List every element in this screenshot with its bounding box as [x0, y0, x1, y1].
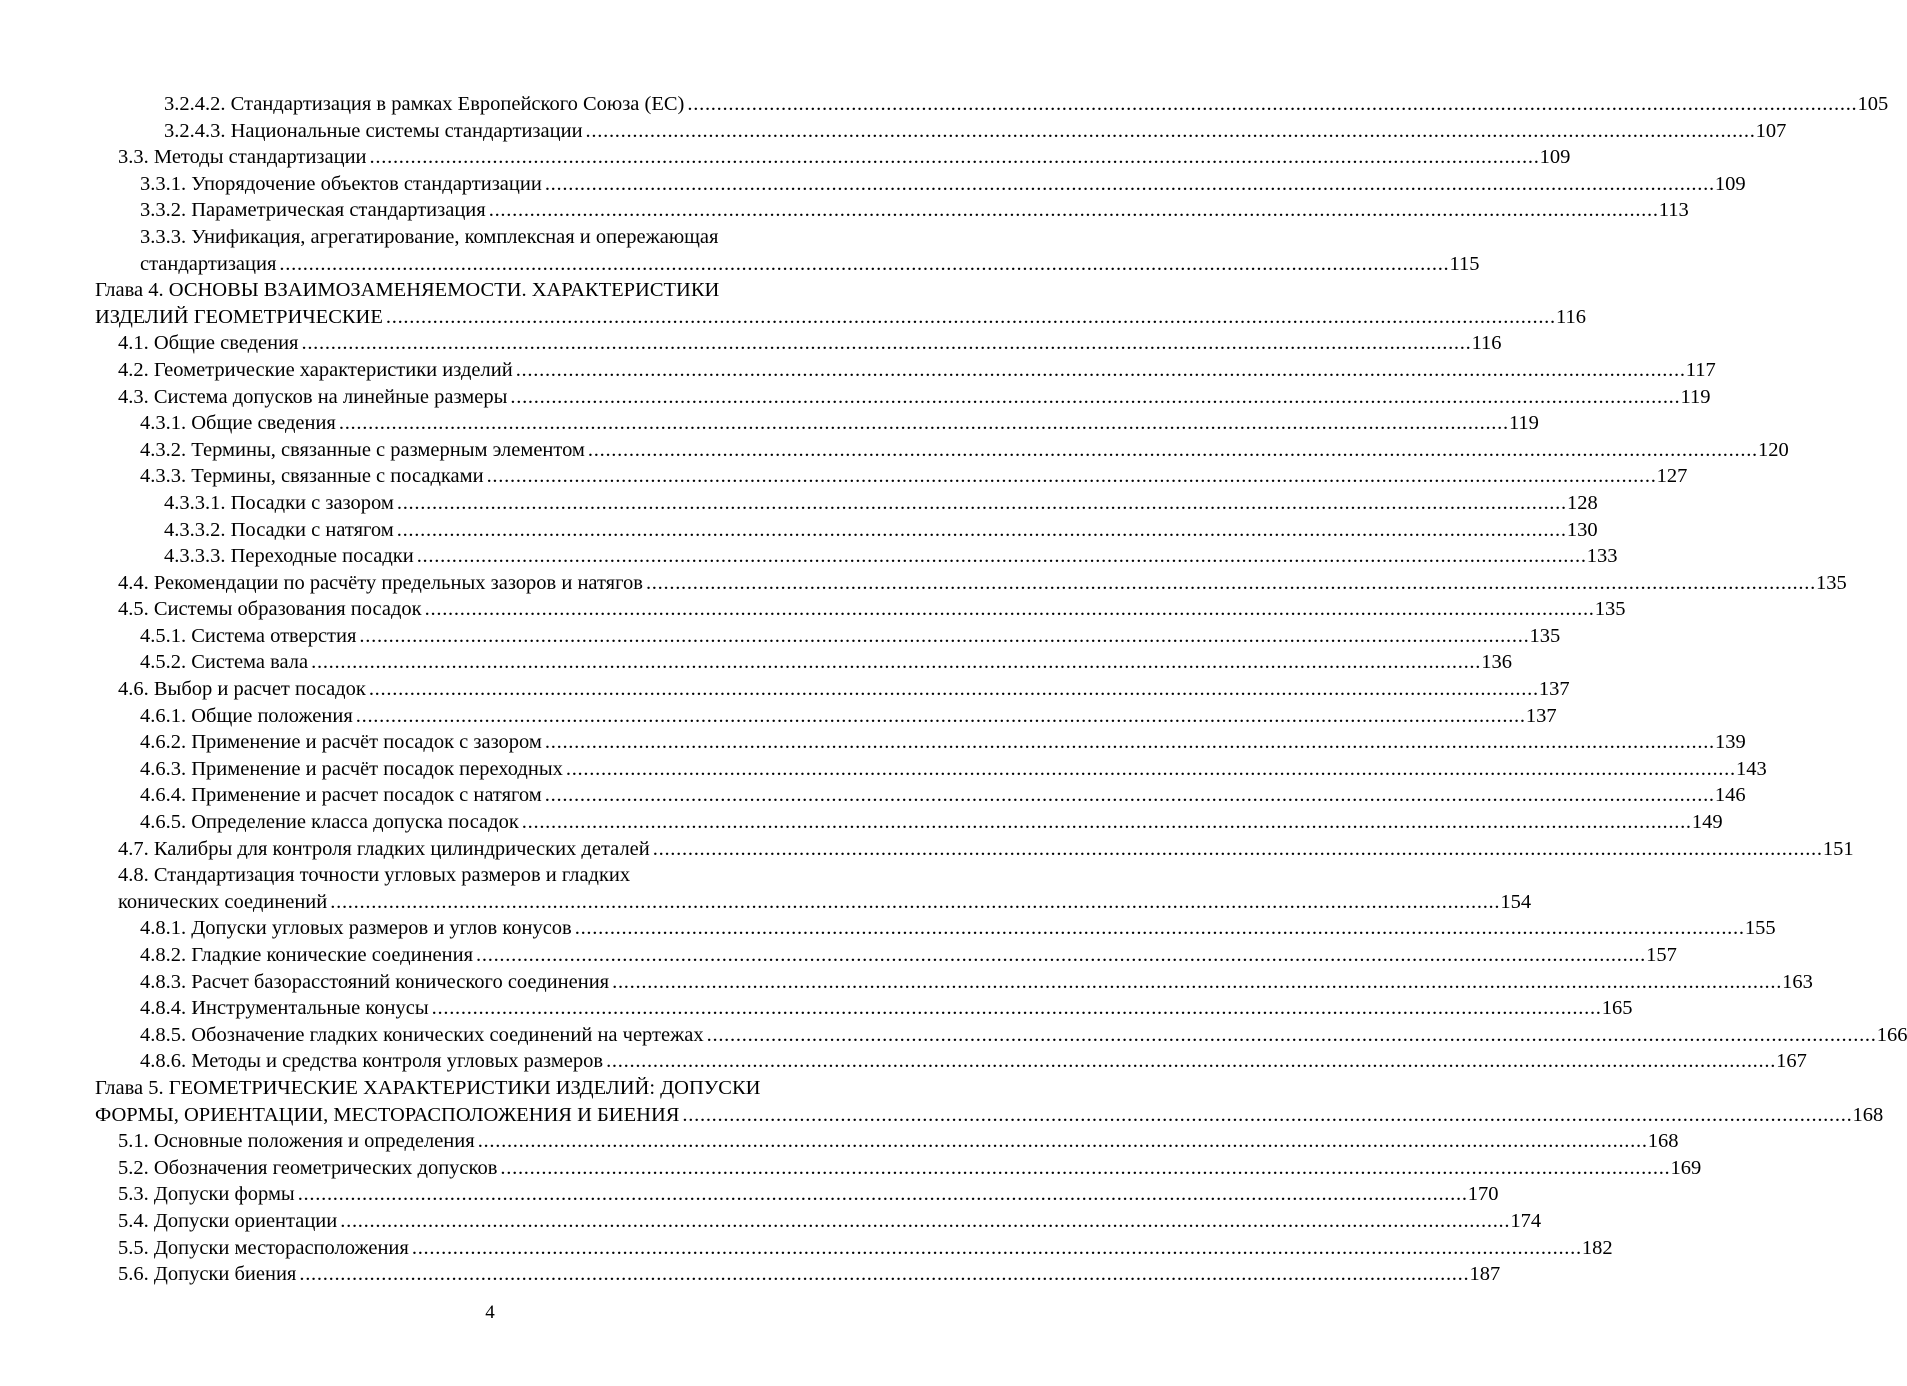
toc-page-number: 166 — [1876, 1023, 1907, 1046]
toc-entry[interactable] — [95, 1128, 1679, 1155]
toc-entry-title: 4.5.2. Система вала — [140, 651, 309, 674]
toc-page-number: 133 — [1586, 545, 1618, 568]
toc-dot-leader — [397, 490, 1564, 517]
toc-entry[interactable] — [95, 384, 1711, 411]
toc-page-number: 128 — [1566, 491, 1598, 514]
toc-dot-leader — [298, 1181, 1465, 1208]
toc-page-number: 157 — [1646, 944, 1677, 966]
toc-entry[interactable] — [95, 676, 1570, 703]
toc-page-number: 109 — [1539, 146, 1571, 169]
toc-entry-title: 4.3.3.2. Посадки с натягом — [164, 518, 394, 541]
toc-entry-title: 4.3.3.3. Переходные посадки — [164, 545, 414, 568]
toc-dot-leader — [489, 197, 1656, 224]
toc-page-number: 115 — [1449, 252, 1480, 275]
toc-dot-leader — [516, 357, 1683, 384]
toc-page-number: 119 — [1680, 385, 1711, 408]
toc-entry[interactable] — [95, 437, 1789, 464]
toc-dot-leader — [299, 1261, 1466, 1288]
toc-entry[interactable] — [95, 490, 1598, 517]
toc-entry-title: 4.6. Выбор и расчет посадок — [118, 678, 366, 701]
toc-entry[interactable] — [95, 1155, 1702, 1182]
toc-page-number: 105 — [1857, 93, 1889, 115]
toc-entry-title: 3.3. Методы стандартизации — [118, 146, 367, 169]
toc-page-number: 168 — [1852, 1103, 1884, 1126]
toc-dot-leader — [301, 330, 1468, 357]
toc-page-number: 168 — [1647, 1130, 1679, 1153]
toc-entry[interactable] — [95, 1181, 1499, 1208]
toc-entry-first-line — [95, 862, 886, 889]
toc-entry[interactable] — [95, 144, 1571, 171]
toc-entry-title: стандартизация — [140, 252, 277, 275]
toc-entry[interactable] — [95, 304, 1586, 331]
toc-entry-title: 4.6.4. Применение и расчет посадок с натягом — [140, 784, 542, 807]
toc-entry-title: 5.6. Допуски биения — [118, 1263, 297, 1286]
toc-dot-leader — [566, 756, 1733, 783]
toc-dot-leader — [545, 171, 1712, 198]
toc-page-number: 137 — [1538, 678, 1570, 701]
toc-dot-leader — [707, 1022, 1874, 1049]
toc-entry[interactable] — [95, 570, 1847, 597]
toc-entry-title: 3.2.4.2. Стандартизация в рамках Европейского Союза (ЕС) — [164, 93, 685, 115]
toc-page-number: 139 — [1714, 731, 1746, 754]
toc-entry-title: 5.2. Обозначения геометрических допусков — [118, 1156, 498, 1179]
toc-dot-leader — [646, 570, 1813, 597]
toc-entry-title: 4.4. Рекомендации по расчёту предельных зазоров и натягов — [118, 571, 643, 594]
toc-entry[interactable] — [95, 1102, 1884, 1129]
toc-entry-title: 5.3. Допуски формы — [118, 1183, 295, 1206]
toc-entry-title: ФОРМЫ, ОРИЕНТАЦИИ, МЕСТОРАСПОЛОЖЕНИЯ И БИЕНИЯ — [95, 1103, 680, 1126]
toc-dot-leader — [476, 942, 1643, 969]
toc-page-number: 135 — [1816, 571, 1847, 594]
toc-dot-leader — [653, 836, 1820, 863]
toc-dot-leader — [575, 915, 1742, 942]
toc-dot-leader — [522, 809, 1689, 836]
toc-dot-leader — [359, 623, 1526, 650]
toc-dot-leader — [412, 1235, 1579, 1262]
toc-dot-leader — [612, 969, 1779, 996]
toc-page-number: 167 — [1776, 1050, 1807, 1073]
toc-entry[interactable] — [95, 782, 1746, 809]
toc-entry[interactable] — [95, 623, 1561, 650]
toc-page-number: 146 — [1714, 784, 1746, 807]
toc-entry-first-line — [95, 277, 886, 304]
toc-page-number: 135 — [1529, 624, 1561, 647]
toc-entry[interactable] — [95, 915, 1776, 942]
toc-dot-leader — [279, 251, 1446, 278]
toc-dot-leader — [606, 1048, 1773, 1075]
toc-dot-leader — [386, 304, 1553, 331]
toc-entry-title: 3.3.3. Унификация, агрегатирование, комплексная и опережающая — [140, 225, 719, 248]
toc-page-number: 182 — [1581, 1236, 1613, 1259]
toc-entry-title: 5.1. Основные положения и определения — [118, 1130, 475, 1153]
toc-page-number: 119 — [1508, 412, 1539, 435]
toc-page-number: 149 — [1691, 811, 1723, 834]
toc-entry-title: 4.6.1. Общие положения — [140, 704, 353, 727]
toc-dot-leader — [687, 91, 1854, 118]
toc-entry[interactable] — [95, 756, 1767, 783]
toc-entry-title: 4.3.2. Термины, связанные с размерным элементом — [140, 438, 585, 461]
toc-entry-title: Глава 4. ОСНОВЫ ВЗАИМОЗАМЕНЯЕМОСТИ. ХАРАКТЕРИСТИКИ — [95, 279, 720, 302]
page-number: 4 — [485, 1302, 495, 1323]
toc-entry[interactable] — [95, 995, 1633, 1022]
toc-dot-leader — [370, 144, 1537, 171]
toc-entry[interactable] — [95, 463, 1688, 490]
toc-entry-first-line — [95, 224, 886, 251]
toc-page-number: 155 — [1744, 917, 1776, 940]
toc-entry-title: ИЗДЕЛИЙ ГЕОМЕТРИЧЕСКИЕ — [95, 305, 383, 328]
toc-entry[interactable] — [95, 1235, 1613, 1262]
toc-dot-leader — [432, 995, 1599, 1022]
toc-entry[interactable] — [95, 836, 1854, 863]
toc-entry-title: 3.3.2. Параметрическая стандартизация — [140, 199, 486, 222]
toc-entry-title: 3.3.1. Упорядочение объектов стандартизации — [140, 172, 542, 195]
table-of-contents — [95, 91, 1907, 1288]
toc-entry-title: 4.6.5. Определение класса допуска посадок — [140, 811, 519, 834]
toc-entry-title: 4.8. Стандартизация точности угловых размеров и гладких — [118, 864, 631, 887]
toc-entry[interactable] — [95, 118, 1787, 145]
toc-dot-leader — [339, 410, 1506, 437]
toc-entry[interactable] — [95, 251, 1480, 278]
toc-entry-title: 4.6.3. Применение и расчёт посадок переходных — [140, 757, 563, 780]
toc-page-number: 174 — [1510, 1209, 1542, 1232]
toc-dot-leader — [510, 384, 1677, 411]
toc-page-number: 170 — [1467, 1183, 1499, 1206]
toc-entry-title: 4.1. Общие сведения — [118, 332, 299, 355]
toc-entry-title: 4.3. Система допусков на линейные размеры — [118, 385, 508, 408]
toc-entry-title: 4.7. Калибры для контроля гладких цилиндрических деталей — [118, 837, 650, 860]
toc-entry[interactable] — [95, 91, 1889, 118]
toc-entry-title: 3.2.4.3. Национальные системы стандартизации — [164, 119, 583, 142]
toc-page-number: 169 — [1670, 1156, 1702, 1179]
toc-dot-leader — [369, 676, 1536, 703]
toc-entry[interactable] — [95, 1208, 1542, 1235]
toc-entry[interactable] — [95, 197, 1689, 224]
toc-entry-title: 4.3.1. Общие сведения — [140, 412, 336, 435]
toc-entry[interactable] — [95, 543, 1618, 570]
toc-entry-title: 4.5. Системы образования посадок — [118, 598, 422, 621]
toc-entry[interactable] — [95, 969, 1813, 996]
toc-entry-title: 5.5. Допуски месторасположения — [118, 1236, 409, 1259]
toc-entry[interactable] — [95, 649, 1512, 676]
toc-entry-title: конических соединений — [118, 890, 328, 913]
toc-entry[interactable] — [95, 729, 1746, 756]
toc-dot-leader — [417, 543, 1584, 570]
toc-dot-leader — [425, 596, 1592, 623]
toc-entry[interactable] — [95, 942, 1677, 969]
toc-page-number: 127 — [1656, 465, 1688, 488]
toc-entry[interactable] — [95, 809, 1723, 836]
toc-entry[interactable] — [95, 330, 1502, 357]
toc-entry[interactable] — [95, 171, 1746, 198]
toc-entry[interactable] — [95, 517, 1598, 544]
toc-page-number: 120 — [1757, 438, 1789, 461]
toc-page-number: 135 — [1594, 598, 1626, 621]
toc-page-number: 130 — [1566, 518, 1598, 541]
toc-page-number: 107 — [1755, 119, 1787, 142]
toc-entry[interactable] — [95, 1261, 1501, 1288]
toc-entry[interactable] — [95, 357, 1716, 384]
toc-page-number: 163 — [1782, 970, 1813, 993]
toc-entry[interactable] — [95, 410, 1539, 437]
toc-page-number: 165 — [1601, 997, 1633, 1020]
toc-page-number: 137 — [1525, 704, 1557, 727]
toc-page-number: 187 — [1469, 1263, 1501, 1286]
toc-dot-leader — [356, 703, 1523, 730]
toc-dot-leader — [397, 517, 1564, 544]
toc-entry-title: 4.8.5. Обозначение гладких конических соединений на чертежах — [140, 1023, 704, 1046]
toc-entry-title: 4.5.1. Система отверстия — [140, 624, 357, 647]
toc-entry-title: 4.8.2. Гладкие конические соединения — [140, 944, 474, 966]
toc-entry-first-line — [95, 1075, 886, 1102]
toc-dot-leader — [487, 463, 1654, 490]
toc-entry[interactable] — [95, 703, 1557, 730]
toc-entry[interactable] — [95, 1022, 1907, 1049]
toc-entry-title: 4.8.1. Допуски угловых размеров и углов конусов — [140, 917, 572, 940]
toc-dot-leader — [586, 118, 1753, 145]
toc-page-number: 117 — [1685, 358, 1716, 381]
toc-dot-leader — [311, 649, 1478, 676]
toc-entry[interactable] — [95, 596, 1626, 623]
toc-dot-leader — [682, 1102, 1849, 1129]
toc-entry-title: Глава 5. ГЕОМЕТРИЧЕСКИЕ ХАРАКТЕРИСТИКИ ИЗДЕЛИЙ: ДОПУСКИ — [95, 1076, 761, 1099]
toc-entry-title: 4.3.3.1. Посадки с зазором — [164, 491, 394, 514]
toc-page-number: 154 — [1500, 890, 1532, 913]
toc-entry-title: 4.8.6. Методы и средства контроля угловых размеров — [140, 1050, 604, 1073]
toc-page-number: 136 — [1481, 651, 1512, 674]
toc-entry[interactable] — [95, 889, 1532, 916]
toc-dot-leader — [588, 437, 1755, 464]
toc-entry-title: 4.8.4. Инструментальные конусы — [140, 997, 429, 1020]
toc-dot-leader — [545, 782, 1712, 809]
toc-entry-title: 4.3.3. Термины, связанные с посадками — [140, 465, 484, 488]
toc-page-number: 116 — [1471, 332, 1502, 355]
toc-dot-leader — [545, 729, 1712, 756]
toc-entry-title: 4.6.2. Применение и расчёт посадок с зазором — [140, 731, 542, 754]
toc-entry[interactable] — [95, 1048, 1807, 1075]
toc-page-number: 116 — [1555, 305, 1586, 328]
toc-dot-leader — [330, 889, 1497, 916]
toc-page-number: 109 — [1714, 172, 1746, 195]
toc-entry-title: 5.4. Допуски ориентации — [118, 1209, 338, 1232]
toc-page-number: 151 — [1822, 837, 1854, 860]
toc-entry-title: 4.2. Геометрические характеристики изделий — [118, 358, 513, 381]
toc-dot-leader — [500, 1155, 1667, 1182]
toc-dot-leader — [340, 1208, 1507, 1235]
toc-page-number: 143 — [1735, 757, 1767, 780]
toc-dot-leader — [478, 1128, 1645, 1155]
toc-page-number: 113 — [1658, 199, 1689, 222]
toc-entry-title: 4.8.3. Расчет базорасстояний конического соединения — [140, 970, 610, 993]
